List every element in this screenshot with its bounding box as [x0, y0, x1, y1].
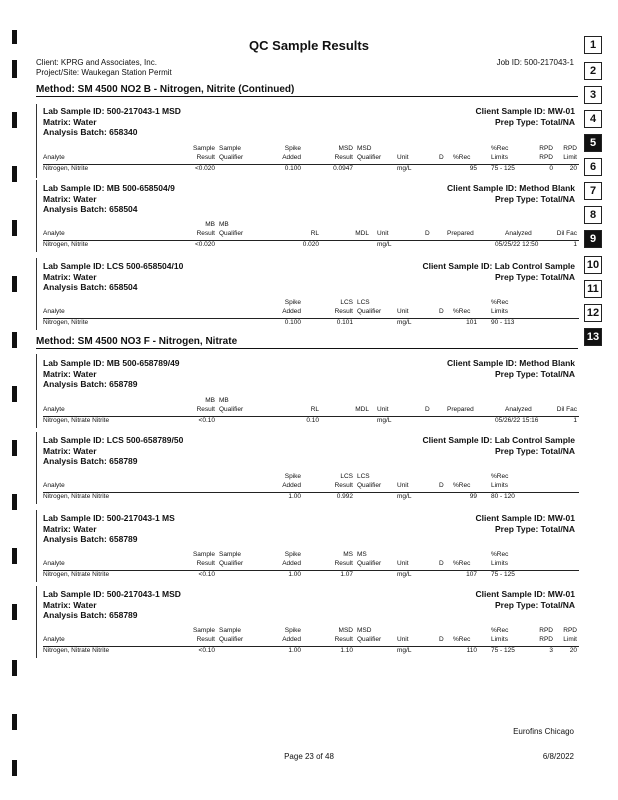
col-head: Prepared [447, 230, 474, 237]
col-head: Sample [219, 627, 242, 634]
spike-added: 1.00 [288, 571, 301, 578]
qc-block-mb-nitrite [36, 180, 579, 252]
col-head: Analyzed [505, 230, 532, 237]
client-sample-id: Client Sample ID: MW-01 [475, 589, 575, 599]
table-header [43, 145, 579, 163]
prep-type: Prep Type: Total/NA [495, 445, 575, 456]
table-row [43, 646, 579, 656]
binding-mark [12, 166, 17, 182]
table-row [43, 318, 579, 328]
table-header [43, 551, 579, 569]
col-head: Result [334, 636, 353, 643]
col-head: Result [334, 154, 353, 161]
client-sample-id: Client Sample ID: MW-01 [475, 513, 575, 523]
analyte: Nitrogen, Nitrate Nitrite [43, 417, 110, 424]
binding-mark [12, 440, 17, 456]
table-row [43, 416, 579, 426]
col-head: MB [219, 397, 229, 404]
rpd: 0 [549, 165, 553, 172]
analysis-batch: Analysis Batch: 658789 [43, 610, 138, 620]
col-head: Added [282, 636, 301, 643]
prep-type: Prep Type: Total/NA [495, 193, 575, 204]
col-head: MDL [355, 230, 369, 237]
col-head: RPD [539, 627, 553, 634]
col-head: Qualifier [219, 406, 244, 413]
col-head: MSD [338, 627, 353, 634]
col-head: Limits [491, 482, 508, 489]
footer-page: Page 23 of 48 [284, 752, 334, 761]
binding-mark [12, 332, 17, 348]
col-head: Dil Fac [556, 230, 577, 237]
limits: 75 - 125 [491, 165, 515, 172]
col-head: Result [196, 560, 215, 567]
prep-type: Prep Type: Total/NA [495, 116, 575, 127]
project-site: Project/Site: Waukegan Station Permit [36, 68, 172, 77]
limits: 75 - 125 [491, 647, 515, 654]
prep-type: Prep Type: Total/NA [495, 523, 575, 534]
method-heading-nitrate: Method: SM 4500 NO3 F - Nitrogen, Nitrate [36, 336, 578, 349]
col-head: MB [205, 221, 215, 228]
spike-added: 0.100 [284, 165, 301, 172]
pct-rec: 95 [469, 165, 477, 172]
col-head: Result [196, 154, 215, 161]
binding-mark [12, 714, 17, 730]
col-head: %Rec [453, 560, 471, 567]
binding-mark [12, 660, 17, 676]
col-head: Unit [377, 406, 389, 413]
unit: mg/L [397, 493, 412, 500]
col-head: Added [282, 482, 301, 489]
col-head: Qualifier [219, 636, 244, 643]
result: 0.101 [336, 319, 353, 326]
matrix: Matrix: Water [43, 523, 97, 534]
client-sample-id: Client Sample ID: MW-01 [475, 106, 575, 116]
col-head: Unit [397, 482, 409, 489]
analyzed: 05/26/22 15:16 [495, 417, 539, 424]
dil-fac: 1 [573, 417, 577, 424]
analyte: Nitrogen, Nitrate Nitrite [43, 571, 110, 578]
table-header [43, 473, 579, 491]
lab-sample-id: Lab Sample ID: 500-217043-1 MSD [43, 106, 181, 116]
tab-11[interactable]: 11 [584, 280, 602, 298]
table-row [43, 240, 579, 250]
col-head: %Rec [453, 154, 471, 161]
client-sample-id: Client Sample ID: Lab Control Sample [422, 435, 575, 445]
col-head: LCS [340, 473, 353, 480]
lab-sample-id: Lab Sample ID: MB 500-658789/49 [43, 358, 180, 368]
tab-3[interactable]: 3 [584, 86, 602, 104]
pct-rec: 101 [466, 319, 477, 326]
analysis-batch: Analysis Batch: 658789 [43, 456, 138, 466]
col-head: Result [196, 406, 215, 413]
unit: mg/L [377, 417, 392, 424]
result: 1.07 [340, 571, 353, 578]
col-head: RL [310, 406, 319, 413]
col-head: MS [343, 551, 353, 558]
col-head: MSD [357, 627, 372, 634]
qc-block-mb-nitrate [36, 354, 579, 428]
client-sample-id: Client Sample ID: Method Blank [447, 358, 575, 368]
col-head: Prepared [447, 406, 474, 413]
analysis-batch: Analysis Batch: 658340 [43, 127, 138, 137]
col-head: Sample [219, 145, 242, 152]
dil-fac: 1 [573, 241, 577, 248]
col-head: Limits [491, 560, 508, 567]
tab-6[interactable]: 6 [584, 158, 602, 176]
col-head: %Rec [453, 482, 471, 489]
col-head: MSD [338, 145, 353, 152]
analyte: Nitrogen, Nitrite [43, 241, 89, 248]
matrix: Matrix: Water [43, 271, 97, 282]
col-head: Qualifier [357, 560, 382, 567]
spike-added: 1.00 [288, 647, 301, 654]
rl: 0.10 [306, 417, 319, 424]
client-sample-id: Client Sample ID: Method Blank [447, 183, 575, 193]
col-head: Analyte [43, 482, 65, 489]
col-head: Analyte [43, 230, 65, 237]
col-head: Result [196, 636, 215, 643]
binding-mark [12, 760, 17, 776]
qc-block-ms-nitrate [36, 510, 579, 582]
page-title: QC Sample Results [249, 38, 369, 53]
col-head: MB [219, 221, 229, 228]
col-head: Spike [284, 627, 301, 634]
col-head: Sample [192, 627, 215, 634]
col-head: Sample [192, 551, 215, 558]
col-head: MB [205, 397, 215, 404]
spike-added: 0.100 [284, 319, 301, 326]
col-head: Qualifier [357, 482, 382, 489]
tab-12[interactable]: 12 [584, 304, 602, 322]
col-head: Spike [284, 551, 301, 558]
pct-rec: 110 [466, 647, 477, 654]
col-head: Qualifier [357, 636, 382, 643]
limits: 75 - 125 [491, 571, 515, 578]
col-head: RPD [563, 627, 577, 634]
binding-mark [12, 494, 17, 510]
col-head: Spike [284, 299, 301, 306]
col-head: Result [334, 482, 353, 489]
col-head: Dil Fac [556, 406, 577, 413]
binding-mark [12, 386, 17, 402]
analyte: Nitrogen, Nitrite [43, 165, 89, 172]
col-head: RPD [539, 636, 553, 643]
tab-1[interactable]: 1 [584, 36, 602, 54]
col-head: D [439, 482, 444, 489]
col-head: Analyte [43, 636, 65, 643]
col-head: Unit [397, 308, 409, 315]
table-header [43, 299, 579, 317]
col-head: %Rec [453, 308, 471, 315]
lab-sample-id: Lab Sample ID: LCS 500-658789/50 [43, 435, 184, 445]
result: <0.020 [194, 241, 215, 248]
col-head: Qualifier [357, 308, 382, 315]
table-header [43, 627, 579, 645]
col-head: Added [282, 154, 301, 161]
col-head: LCS [340, 299, 353, 306]
matrix: Matrix: Water [43, 445, 97, 456]
matrix: Matrix: Water [43, 193, 97, 204]
lab-sample-id: Lab Sample ID: 500-217043-1 MS [43, 513, 175, 523]
col-head: Added [282, 308, 301, 315]
qc-block-msd-nitrite [36, 104, 579, 178]
unit: mg/L [397, 571, 412, 578]
limits: 90 - 113 [491, 319, 515, 326]
footer-company: Eurofins Chicago [513, 727, 574, 736]
col-head: D [425, 406, 430, 413]
qc-block-lcs-nitrate [36, 432, 579, 504]
col-head: LCS [357, 299, 370, 306]
col-head: Qualifier [219, 154, 244, 161]
analysis-batch: Analysis Batch: 658504 [43, 204, 138, 214]
col-head: D [425, 230, 430, 237]
table-header [43, 221, 579, 239]
col-head: Limit [563, 154, 577, 161]
col-head: Unit [397, 560, 409, 567]
analysis-batch: Analysis Batch: 658789 [43, 534, 138, 544]
qc-block-msd-nitrate [36, 586, 579, 658]
col-head: D [439, 154, 444, 161]
sample-result: <0.10 [198, 647, 215, 654]
prep-type: Prep Type: Total/NA [495, 271, 575, 282]
col-head: %Rec [491, 473, 509, 480]
col-head: Sample [219, 551, 242, 558]
sample-result: <0.020 [194, 165, 215, 172]
result: 0.992 [336, 493, 353, 500]
method-heading-nitrite: Method: SM 4500 NO2 B - Nitrogen, Nitrite (Continued) [36, 84, 578, 97]
col-head: Analyte [43, 406, 65, 413]
col-head: Analyzed [505, 406, 532, 413]
table-row [43, 492, 579, 502]
col-head: RPD [563, 145, 577, 152]
tab-7[interactable]: 7 [584, 182, 602, 200]
col-head: D [439, 308, 444, 315]
result: <0.10 [198, 417, 215, 424]
prep-type: Prep Type: Total/NA [495, 599, 575, 610]
col-head: Sample [192, 145, 215, 152]
col-head: %Rec [453, 636, 471, 643]
footer-date: 6/8/2022 [542, 752, 574, 761]
col-head: Unit [377, 230, 389, 237]
col-head: LCS [357, 473, 370, 480]
col-head: Result [334, 560, 353, 567]
binding-mark [12, 220, 17, 236]
qc-block-lcs-nitrite [36, 258, 579, 330]
matrix: Matrix: Water [43, 368, 97, 379]
result: 0.0947 [333, 165, 353, 172]
job-id: Job ID: 500-217043-1 [496, 58, 574, 67]
col-head: Result [334, 308, 353, 315]
col-head: D [439, 636, 444, 643]
analyte: Nitrogen, Nitrate Nitrite [43, 647, 110, 654]
binding-mark [12, 112, 17, 128]
col-head: Unit [397, 636, 409, 643]
col-head: Result [196, 230, 215, 237]
col-head: D [439, 560, 444, 567]
tab-8[interactable]: 8 [584, 206, 602, 224]
unit: mg/L [397, 647, 412, 654]
lab-sample-id: Lab Sample ID: MB 500-658504/9 [43, 183, 175, 193]
col-head: Limit [563, 636, 577, 643]
col-head: Qualifier [219, 230, 244, 237]
col-head: %Rec [491, 145, 509, 152]
unit: mg/L [397, 319, 412, 326]
binding-mark [12, 548, 17, 564]
client-name: Client: KPRG and Associates, Inc. [36, 58, 157, 67]
analysis-batch: Analysis Batch: 658504 [43, 282, 138, 292]
pct-rec: 99 [469, 493, 477, 500]
tab-13[interactable]: 13 [584, 328, 602, 346]
tab-10[interactable]: 10 [584, 256, 602, 274]
spike-added: 1.00 [288, 493, 301, 500]
col-head: %Rec [491, 551, 509, 558]
tab-4[interactable]: 4 [584, 110, 602, 128]
tab-2[interactable]: 2 [584, 62, 602, 80]
table-header [43, 397, 579, 415]
binding-mark [12, 60, 17, 78]
col-head: MDL [355, 406, 369, 413]
analysis-batch: Analysis Batch: 658789 [43, 379, 138, 389]
binding-mark [12, 604, 17, 620]
col-head: MSD [357, 145, 372, 152]
col-head: Added [282, 560, 301, 567]
col-head: RPD [539, 145, 553, 152]
col-head: Qualifier [219, 560, 244, 567]
col-head: RL [310, 230, 319, 237]
tab-9[interactable]: 9 [584, 230, 602, 248]
binding-mark [12, 276, 17, 292]
unit: mg/L [377, 241, 392, 248]
sample-result: <0.10 [198, 571, 215, 578]
col-head: Unit [397, 154, 409, 161]
col-head: Spike [284, 145, 301, 152]
rpd-limit: 20 [569, 165, 577, 172]
lab-sample-id: Lab Sample ID: 500-217043-1 MSD [43, 589, 181, 599]
col-head: %Rec [491, 299, 509, 306]
col-head: %Rec [491, 627, 509, 634]
unit: mg/L [397, 165, 412, 172]
analyte: Nitrogen, Nitrate Nitrite [43, 493, 110, 500]
col-head: Limits [491, 154, 508, 161]
analyte: Nitrogen, Nitrite [43, 319, 89, 326]
result: 1.10 [340, 647, 353, 654]
rpd: 3 [549, 647, 553, 654]
rl: 0.020 [302, 241, 319, 248]
col-head: Qualifier [357, 154, 382, 161]
table-row [43, 164, 579, 174]
col-head: Analyte [43, 560, 65, 567]
col-head: Limits [491, 636, 508, 643]
limits: 80 - 120 [491, 493, 515, 500]
tab-5[interactable]: 5 [584, 134, 602, 152]
matrix: Matrix: Water [43, 599, 97, 610]
col-head: Limits [491, 308, 508, 315]
col-head: MS [357, 551, 367, 558]
prep-type: Prep Type: Total/NA [495, 368, 575, 379]
client-sample-id: Client Sample ID: Lab Control Sample [422, 261, 575, 271]
col-head: Spike [284, 473, 301, 480]
table-row [43, 570, 579, 580]
pct-rec: 107 [466, 571, 477, 578]
rpd-limit: 20 [569, 647, 577, 654]
col-head: RPD [539, 154, 553, 161]
col-head: Analyte [43, 308, 65, 315]
matrix: Matrix: Water [43, 116, 97, 127]
col-head: Analyte [43, 154, 65, 161]
analyzed: 05/25/22 12:50 [495, 241, 539, 248]
lab-sample-id: Lab Sample ID: LCS 500-658504/10 [43, 261, 184, 271]
